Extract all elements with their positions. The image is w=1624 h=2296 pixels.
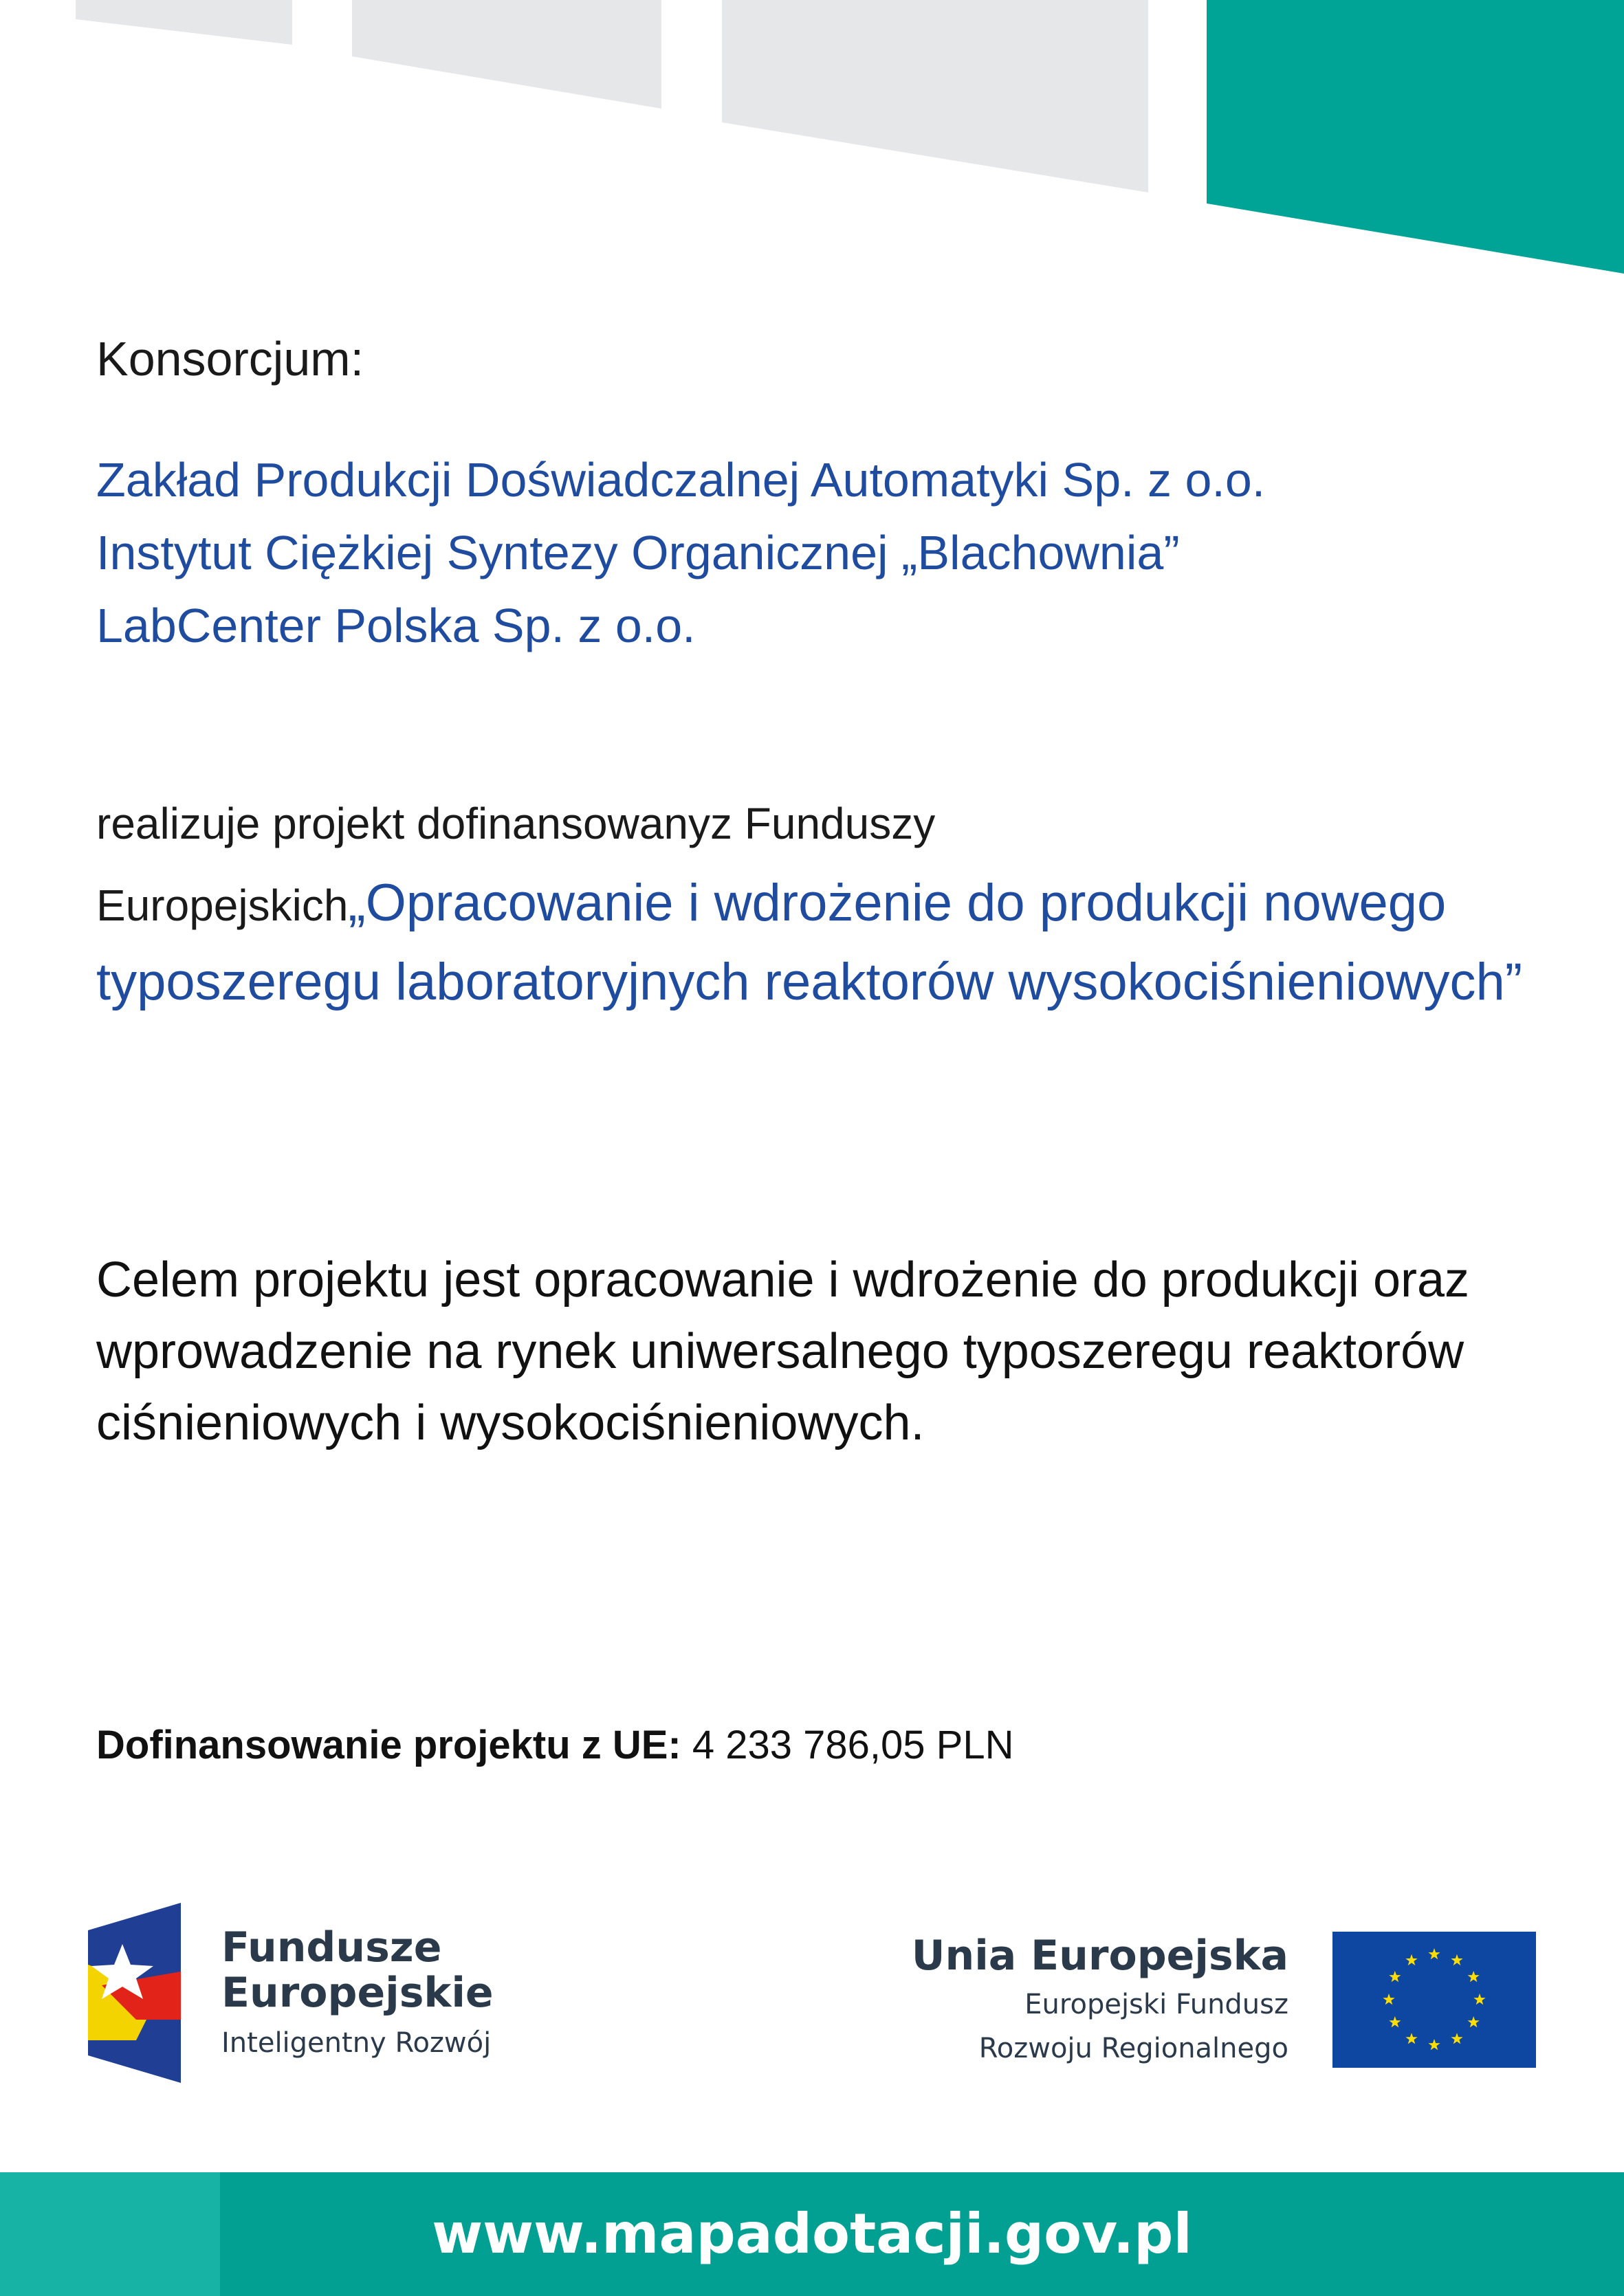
project-intro-europejskich: Europejskich <box>96 881 349 930</box>
funding-line <box>96 1722 1013 1768</box>
fe-line3: Inteligentny Rozwój <box>221 2027 492 2059</box>
project-goal: Celem projektu jest opracowanie i wdrożenie do produkcji oraz wprowadzenie na rynek uniwersalnego typoszeregu reaktorów ciśnieniowych i wysokociśnieniowych. <box>96 1252 1470 1450</box>
fundusze-europejskie-logo-icon <box>88 1903 184 2083</box>
ue-line1: Unia Europejska <box>911 1932 1288 1980</box>
funding-label: Dofinansowanie projektu z UE: <box>96 1723 681 1767</box>
grey-band-1 <box>76 0 292 45</box>
funding-amount: 4 233 786,05 PLN <box>692 1723 1014 1767</box>
fe-line2: Europejskie <box>221 1969 494 2017</box>
ue-line3: Rozwoju Regionalnego <box>978 2033 1288 2064</box>
eu-flag-icon <box>1332 1932 1536 2068</box>
ue-line2: Europejski Fundusz <box>1024 1989 1288 2020</box>
project-intro-line1: realizuje projekt dofinansowanyz Funduszy <box>96 799 936 848</box>
consortium-member: Instytut Ciężkiej Syntezy Organicznej „Blachownia” <box>96 526 1180 579</box>
consortium-member: Zakład Produkcji Doświadczalnej Automatyki Sp. z o.o. <box>96 453 1266 507</box>
project-title: „Opracowanie i wdrożenie do produkcji nowego typoszeregu laboratoryjnych reaktorów wysokociśnieniowych” <box>96 874 1523 1011</box>
teal-band <box>1207 0 1624 274</box>
grey-band-2 <box>352 0 661 109</box>
consortium-members <box>96 443 1265 662</box>
consortium-label: Konsorcjum: <box>96 332 364 386</box>
footer-url-link[interactable]: www.mapadotacji.gov.pl <box>432 2202 1192 2266</box>
project-intro-line2 <box>96 865 1540 1023</box>
ue-logo-text <box>912 1932 1288 2068</box>
header-decoration <box>0 0 1624 289</box>
fe-line1: Fundusze <box>221 1923 442 1972</box>
fe-logo-text <box>221 1925 494 2065</box>
grey-band-3 <box>722 0 1148 192</box>
consortium-member: LabCenter Polska Sp. z o.o. <box>96 599 696 652</box>
